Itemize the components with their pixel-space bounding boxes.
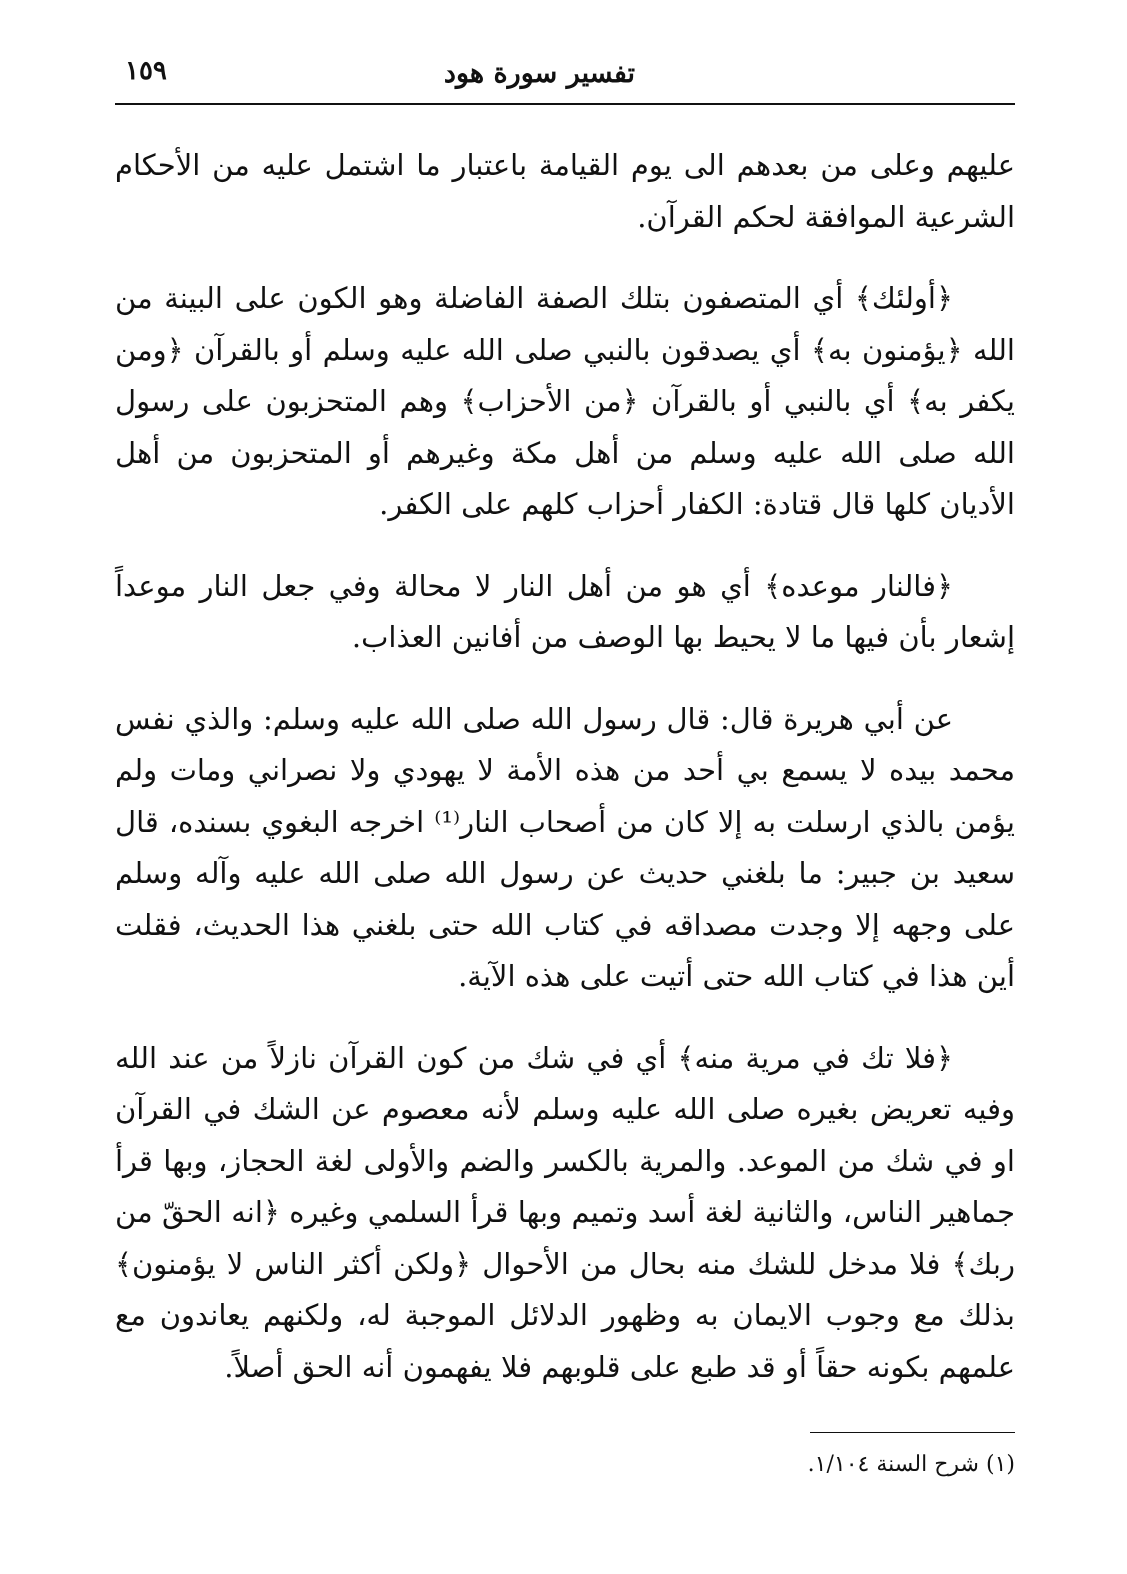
footnote-divider	[810, 1432, 1015, 1433]
page-header	[115, 52, 1015, 100]
paragraph: عن أبي هريرة قال: قال رسول الله صلى الله عليه وسلم: والذي نفس محمد بيده لا يسمع بي أحد من هذه الأمة لا يهودي ولا نصراني ومات ولم يؤمن بالذي ارسلت به إلا كان من أصحاب النار⁽¹⁾ اخرجه البغوي بسنده، قال سعيد بن جبير: ما بلغني حديث عن رسول الله صلى الله عليه وآله وسلم على وجهه إلا وجدت مصداقه في كتاب الله حتى بلغني هذا الحديث، فقلت أين هذا في كتاب الله حتى أتيت على هذه الآية.	[115, 701, 1016, 993]
main-text	[115, 140, 1015, 1423]
page-number: ١٥٩	[125, 56, 167, 86]
paragraph: عليهم وعلى من بعدهم الى يوم القيامة باعتبار ما اشتمل عليه من الأحكام الشرعية الموافقة لحكم القرآن.	[115, 148, 1015, 234]
paragraph: ﴿أولئك﴾ أي المتصفون بتلك الصفة الفاضلة وهو الكون على البينة من الله ﴿يؤمنون به﴾ أي يصدقون بالنبي صلى الله عليه وسلم أو بالقرآن ﴿ومن يكفر به﴾ أي بالنبي أو بالقرآن ﴿من الأحزاب﴾ وهم المتحزبون على رسول الله صلى الله عليه وسلم من أهل مكة وغيرهم أو المتحزبون من أهل الأديان كلها قال قتادة: الكفار أحزاب كلهم على الكفر.	[115, 281, 1015, 521]
paragraph: ﴿فلا تك في مرية منه﴾ أي في شك من كون القرآن نازلاً من عند الله وفيه تعريض بغيره صلى الله عليه وسلم لأنه معصوم عن الشك في القرآن او في شك من الموعد. والمرية بالكسر والضم والأولى لغة الحجاز، وبها قرأ جماهير الناس، والثانية لغة أسد وتميم وبها قرأ السلمي وغيره ﴿انه الحقّ من ربك﴾ فلا مدخل للشك منه بحال من الأحوال ﴿ولكن أكثر الناس لا يؤمنون﴾ بذلك مع وجوب الايمان به وظهور الدلائل الموجبة له، ولكنهم يعاندون مع علمهم بكونه حقاً أو قد طبع على قلوبهم فلا يفهمون أنه الحق أصلاً.	[115, 1040, 1015, 1384]
header-divider	[115, 103, 1015, 105]
paragraph: ﴿فالنار موعده﴾ أي هو من أهل النار لا محالة وفي جعل النار موعداً إشعار بأن فيها ما لا يحيط بها الوصف من أفانين العذاب.	[115, 568, 1015, 654]
footnote: (١) شرح السنة ١/١٠٤.	[807, 1452, 1015, 1477]
running-title: تفسير سورة هود	[443, 58, 635, 89]
